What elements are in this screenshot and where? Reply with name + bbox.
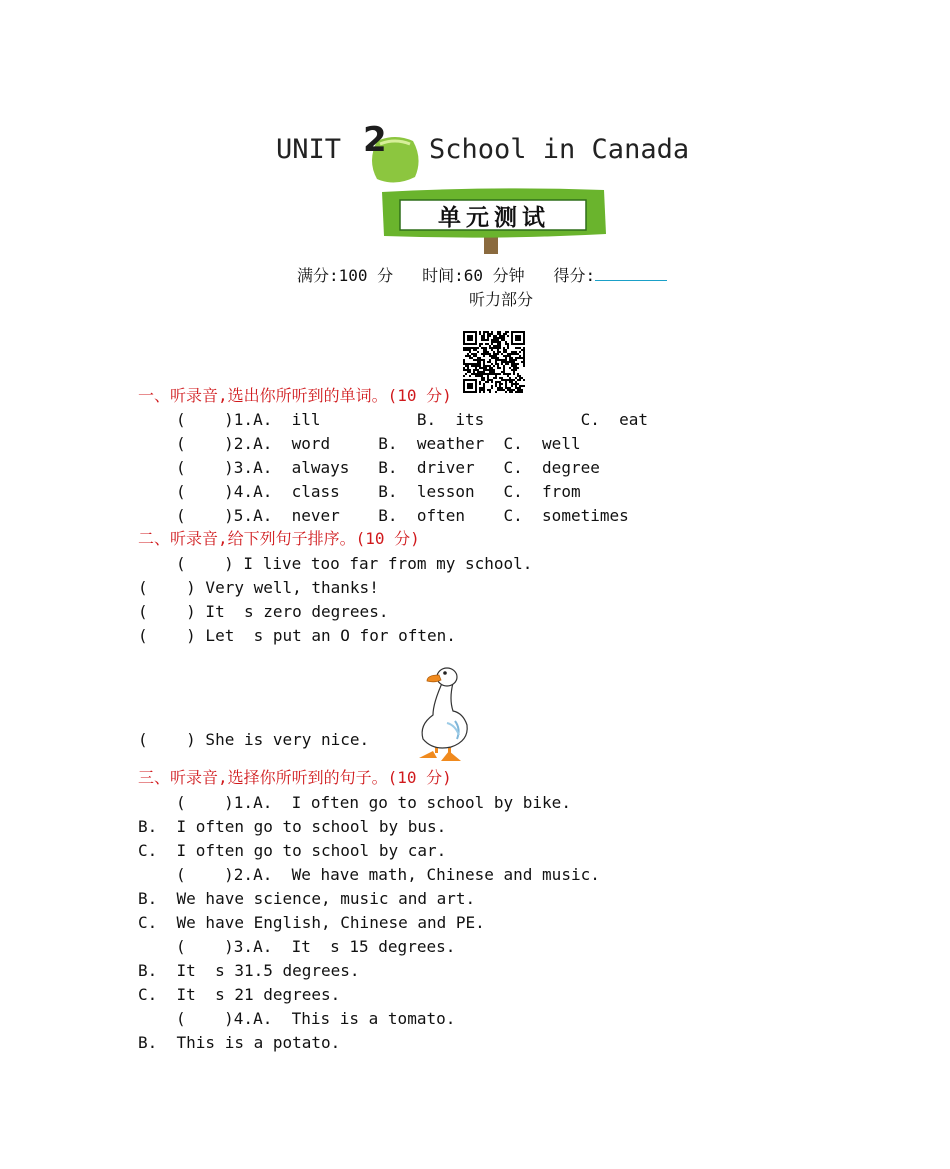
section-2-item-2: ( ) Very well, thanks! bbox=[138, 578, 379, 597]
score-info-line bbox=[297, 264, 667, 288]
unit-test-sign bbox=[378, 186, 610, 258]
section-3-q3-a: ( )3.A. It s 15 degrees. bbox=[176, 937, 456, 956]
section-2-item-5: ( ) She is very nice. bbox=[138, 730, 370, 749]
section-3-q2-b: B. We have science, music and art. bbox=[138, 889, 476, 908]
section-2-item-3: ( ) It s zero degrees. bbox=[138, 602, 389, 621]
section-1-title: 一、听录音,选出你所听到的单词。(10 分) bbox=[138, 386, 452, 405]
unit-word: UNIT bbox=[276, 134, 342, 165]
section-1-item-2: ( )2.A. word B. weather C. well bbox=[176, 434, 581, 453]
section-2-title: 二、听录音,给下列句子排序。(10 分) bbox=[138, 529, 420, 548]
section-3-q3-b: B. It s 31.5 degrees. bbox=[138, 961, 360, 980]
section-3-q2-c: C. We have English, Chinese and PE. bbox=[138, 913, 485, 932]
section-3-q3-c: C. It s 21 degrees. bbox=[138, 985, 341, 1004]
score-blank[interactable] bbox=[595, 264, 667, 281]
section-3-q1-a: ( )1.A. I often go to school by bike. bbox=[176, 793, 571, 812]
goose-illustration bbox=[392, 644, 456, 746]
section-3-q1-b: B. I often go to school by bus. bbox=[138, 817, 447, 836]
listening-label: 听力部分 bbox=[469, 290, 534, 309]
score-info: 满分:100 分 时间:60 分钟 得分: bbox=[297, 266, 596, 285]
section-1-item-4: ( )4.A. class B. lesson C. from bbox=[176, 482, 581, 501]
unit-number-badge bbox=[350, 116, 402, 166]
unit-title: School in Canada bbox=[429, 134, 690, 165]
section-1-item-1: ( )1.A. ill B. its C. eat bbox=[176, 410, 649, 429]
section-3-q4-a: ( )4.A. This is a tomato. bbox=[176, 1009, 456, 1028]
section-3-title: 三、听录音,选择你所听到的句子。(10 分) bbox=[138, 768, 452, 787]
section-3-q4-b: B. This is a potato. bbox=[138, 1033, 341, 1052]
unit-test-label: 单元测试 bbox=[438, 205, 550, 231]
section-1-item-5: ( )5.A. never B. often C. sometimes bbox=[176, 506, 629, 525]
section-3-q1-c: C. I often go to school by car. bbox=[138, 841, 447, 860]
section-3-q2-a: ( )2.A. We have math, Chinese and music. bbox=[176, 865, 600, 884]
section-2-item-1: ( ) I live too far from my school. bbox=[176, 554, 533, 573]
section-2-item-4: ( ) Let s put an O for often. bbox=[138, 626, 456, 645]
qr-code-icon bbox=[444, 312, 506, 374]
section-1-item-3: ( )3.A. always B. driver C. degree bbox=[176, 458, 600, 477]
unit-number: 2 bbox=[363, 120, 387, 160]
